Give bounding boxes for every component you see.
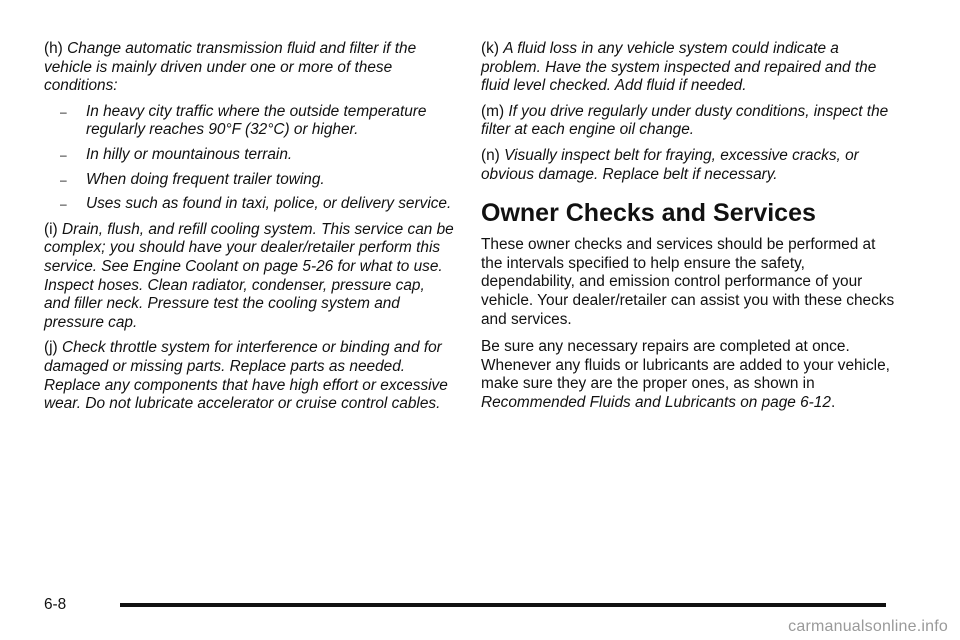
paragraph-2-start: Be sure any necessary repairs are completed at once. Whenever any fluids or lubricants are added to your vehicle, make sure they are the proper ones, as shown in [481, 338, 890, 393]
dash-icon: – [60, 104, 67, 119]
item-k-label: (k) [481, 40, 499, 57]
item-i-label: (i) [44, 220, 58, 238]
right-column [481, 40, 901, 422]
dash-icon: – [60, 172, 67, 187]
item-n-text: Visually inspect belt for fraying, excessive cracks, or obvious damage. Replace belt if necessary. [481, 146, 859, 183]
item-j [44, 339, 454, 413]
item-i [44, 221, 454, 333]
item-n [481, 147, 901, 184]
section-paragraph-2 [481, 338, 901, 412]
condition-item: – In hilly or mountainous terrain. [60, 145, 293, 163]
item-k [481, 40, 901, 96]
condition-item: – In heavy city traffic where the outside temperature regularly reaches 90°F (32°C) or higher. [60, 102, 427, 139]
watermark: carmanualsonline.info [788, 618, 948, 635]
condition-item: – Uses such as found in taxi, police, or delivery service. [60, 195, 452, 213]
item-h [44, 40, 454, 96]
condition-item: – When doing frequent trailer towing. [60, 170, 325, 188]
item-j-label: (j) [44, 339, 58, 357]
cross-reference: Recommended Fluids and Lubricants on page 6-12 [481, 393, 831, 411]
item-m [481, 103, 901, 140]
item-i-text: Drain, flush, and refill cooling system. This service can be complex; you should have your dealer/retailer perform this service. See Engine Coolant on page 5-26 for what to use. Inspect hoses. Clean radiator, condenser, pressure cap, and filler neck. Pressure test the cooling system and pressure cap. [44, 220, 454, 331]
section-heading: Owner Checks and Services [481, 199, 816, 228]
section-paragraph-1: These owner checks and services should be performed at the intervals specified to help ensure the safety, dependability, and emission control performance of your vehicle. Your dealer/retailer can assist you with these checks and services. [481, 236, 895, 328]
item-n-label: (n) [481, 146, 500, 164]
item-m-text: If you drive regularly under dusty conditions, inspect the filter at each engine oil change. [481, 102, 889, 139]
footer-rule [120, 603, 886, 607]
left-column [44, 40, 454, 421]
item-h-text: Change automatic transmission fluid and filter if the vehicle is mainly driven under one or more of these conditions: [44, 40, 417, 95]
paragraph-2-end: . [830, 393, 836, 411]
item-k-text: A fluid loss in any vehicle system could indicate a problem. Have the system inspected and repaired and the fluid level checked. Add fluid if needed. [481, 40, 877, 95]
item-j-text: Check throttle system for interference or binding and for damaged or missing parts. Replace parts as needed. Replace any components that have high effort or excessive wear. Do not lubricate accelerator or cruise control cables. [44, 339, 448, 413]
item-h-label: (h) [44, 40, 63, 57]
page-number: 6-8 [44, 596, 67, 613]
item-m-label: (m) [481, 102, 505, 120]
dash-icon: – [60, 197, 67, 212]
condition-list [44, 103, 454, 214]
dash-icon: – [60, 147, 67, 162]
